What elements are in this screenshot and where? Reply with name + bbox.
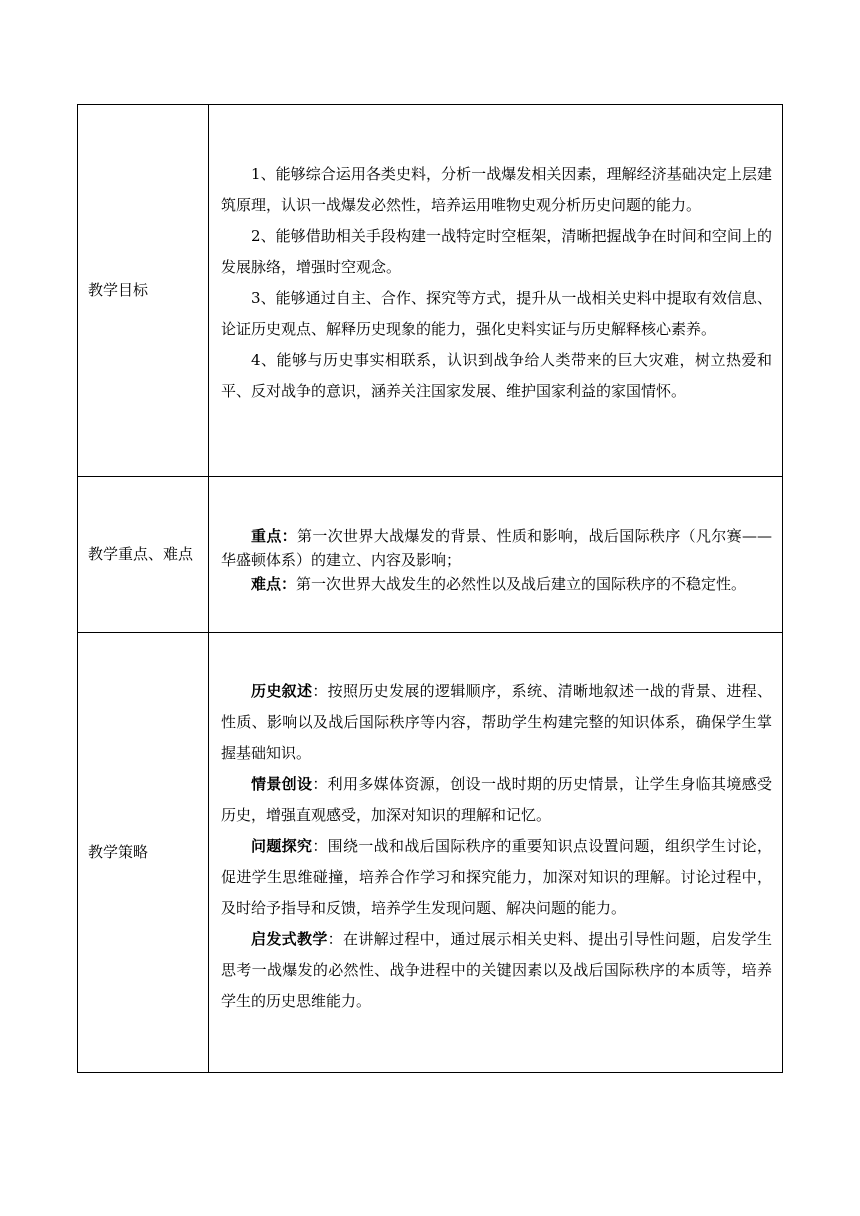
lesson-plan-table xyxy=(77,104,783,1073)
teaching-strategy-content xyxy=(209,633,783,1073)
difficult-point xyxy=(221,572,772,596)
difficult-point-text: 第一次世界大战发生的必然性以及战后建立的国际秩序的不稳定性。 xyxy=(296,574,747,593)
strategy-term: 历史叙述 xyxy=(251,682,313,700)
teaching-strategy-label: 教学策略 xyxy=(78,633,209,1073)
key-point-text: 第一次世界大战爆发的背景、性质和影响，战后国际秩序（凡尔赛——华盛顿体系）的建立、内容及影响； xyxy=(221,526,772,569)
goal-item: 1、能够综合运用各类史料，分析一战爆发相关因素，理解经济基础决定上层建筑原理，认识一战爆发必然性，培养运用唯物史观分析历史问题的能力。 xyxy=(221,164,772,214)
strategy-text: ：在讲解过程中，通过展示相关史料、提出引导性问题，启发学生思考一战爆发的必然性、战争进程中的关键因素以及战后国际秩序的本质等，培养学生的历史思维能力。 xyxy=(221,930,772,1010)
key-difficult-points-row xyxy=(78,477,783,633)
strategy-term: 问题探究 xyxy=(251,837,313,855)
key-difficult-points-content xyxy=(209,477,783,633)
strategy-term: 情景创设 xyxy=(251,775,313,793)
goal-item: 3、能够通过自主、合作、探究等方式，提升从一战相关史料中提取有效信息、论证历史观点、解释历史现象的能力，强化史料实证与历史解释核心素养。 xyxy=(221,288,772,338)
teaching-goals-label: 教学目标 xyxy=(78,105,209,477)
teaching-goals-content xyxy=(209,105,783,477)
key-point-term: 重点： xyxy=(251,526,298,545)
teaching-goals-row xyxy=(78,105,783,477)
strategy-text: ：利用多媒体资源，创设一战时期的历史情景，让学生身临其境感受历史，增强直观感受，加深对知识的理解和记忆。 xyxy=(221,775,772,824)
key-point xyxy=(221,524,772,572)
goal-item: 2、能够借助相关手段构建一战特定时空框架，清晰把握战争在时间和空间上的发展脉络，增强时空观念。 xyxy=(221,226,772,276)
teaching-strategy-row xyxy=(78,633,783,1073)
difficult-point-term: 难点： xyxy=(251,574,297,593)
strategy-item xyxy=(221,924,772,1017)
strategy-item xyxy=(221,769,772,831)
goal-item: 4、能够与历史事实相联系，认识到战争给人类带来的巨大灾难，树立热爱和平、反对战争的意识，涵养关注国家发展、维护国家利益的家国情怀。 xyxy=(221,350,772,400)
strategy-text: ：围绕一战和战后国际秩序的重要知识点设置问题，组织学生讨论，促进学生思维碰撞，培养合作学习和探究能力，加深对知识的理解。讨论过程中，及时给予指导和反馈，培养学生发现问题、解决问题的能力。 xyxy=(221,837,772,917)
key-difficult-points-label: 教学重点、难点 xyxy=(78,477,209,633)
strategy-item xyxy=(221,676,772,769)
strategy-term: 启发式教学 xyxy=(251,930,328,948)
strategy-text: ：按照历史发展的逻辑顺序，系统、清晰地叙述一战的背景、进程、性质、影响以及战后国际秩序等内容，帮助学生构建完整的知识体系，确保学生掌握基础知识。 xyxy=(221,682,772,762)
strategy-item xyxy=(221,831,772,924)
